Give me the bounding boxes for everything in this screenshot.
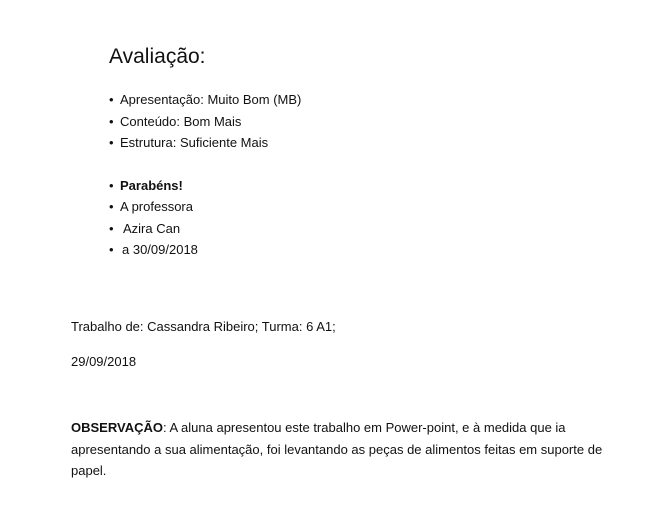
list-item: [109, 218, 301, 240]
evaluation-heading: Avaliação:: [109, 45, 206, 68]
list-item: [109, 132, 301, 154]
list-item: [109, 89, 301, 111]
evaluation-list: [109, 89, 301, 261]
list-spacer: [109, 154, 301, 175]
list-item: [109, 175, 301, 197]
bullet-icon: •: [109, 113, 114, 129]
bullet-icon: •: [109, 220, 114, 236]
author-line: Trabalho de: Cassandra Ribeiro; Turma: 6 A1;: [71, 319, 336, 334]
evaluation-presentation: Apresentação: Muito Bom (MB): [120, 92, 302, 107]
teacher-label: A professora: [120, 199, 193, 214]
evaluation-structure: Estrutura: Suficiente Mais: [120, 135, 269, 150]
evaluation-content: Conteúdo: Bom Mais: [120, 113, 242, 129]
congrats-text: Parabéns!: [120, 177, 183, 193]
bullet-icon: •: [109, 199, 114, 214]
bullet-icon: •: [109, 177, 114, 193]
work-date: 29/09/2018: [71, 354, 137, 369]
list-item: [109, 196, 301, 218]
bullet-icon: •: [109, 135, 114, 150]
observation-label: OBSERVAÇÃO: [71, 420, 163, 435]
list-item: [109, 111, 301, 133]
teacher-name: Azira Can: [123, 220, 181, 236]
bullet-icon: •: [109, 92, 114, 107]
observation-paragraph: [71, 417, 631, 482]
observation-text: : A aluna apresentou este trabalho em Power-point, e à medida que ia apresentando a sua alimentação, foi levantando as peças de alimentos feitas em suporte de papel.: [71, 420, 603, 478]
signature-date: a 30/09/2018: [122, 242, 198, 257]
list-item: [109, 239, 301, 261]
bullet-icon: •: [109, 242, 114, 257]
